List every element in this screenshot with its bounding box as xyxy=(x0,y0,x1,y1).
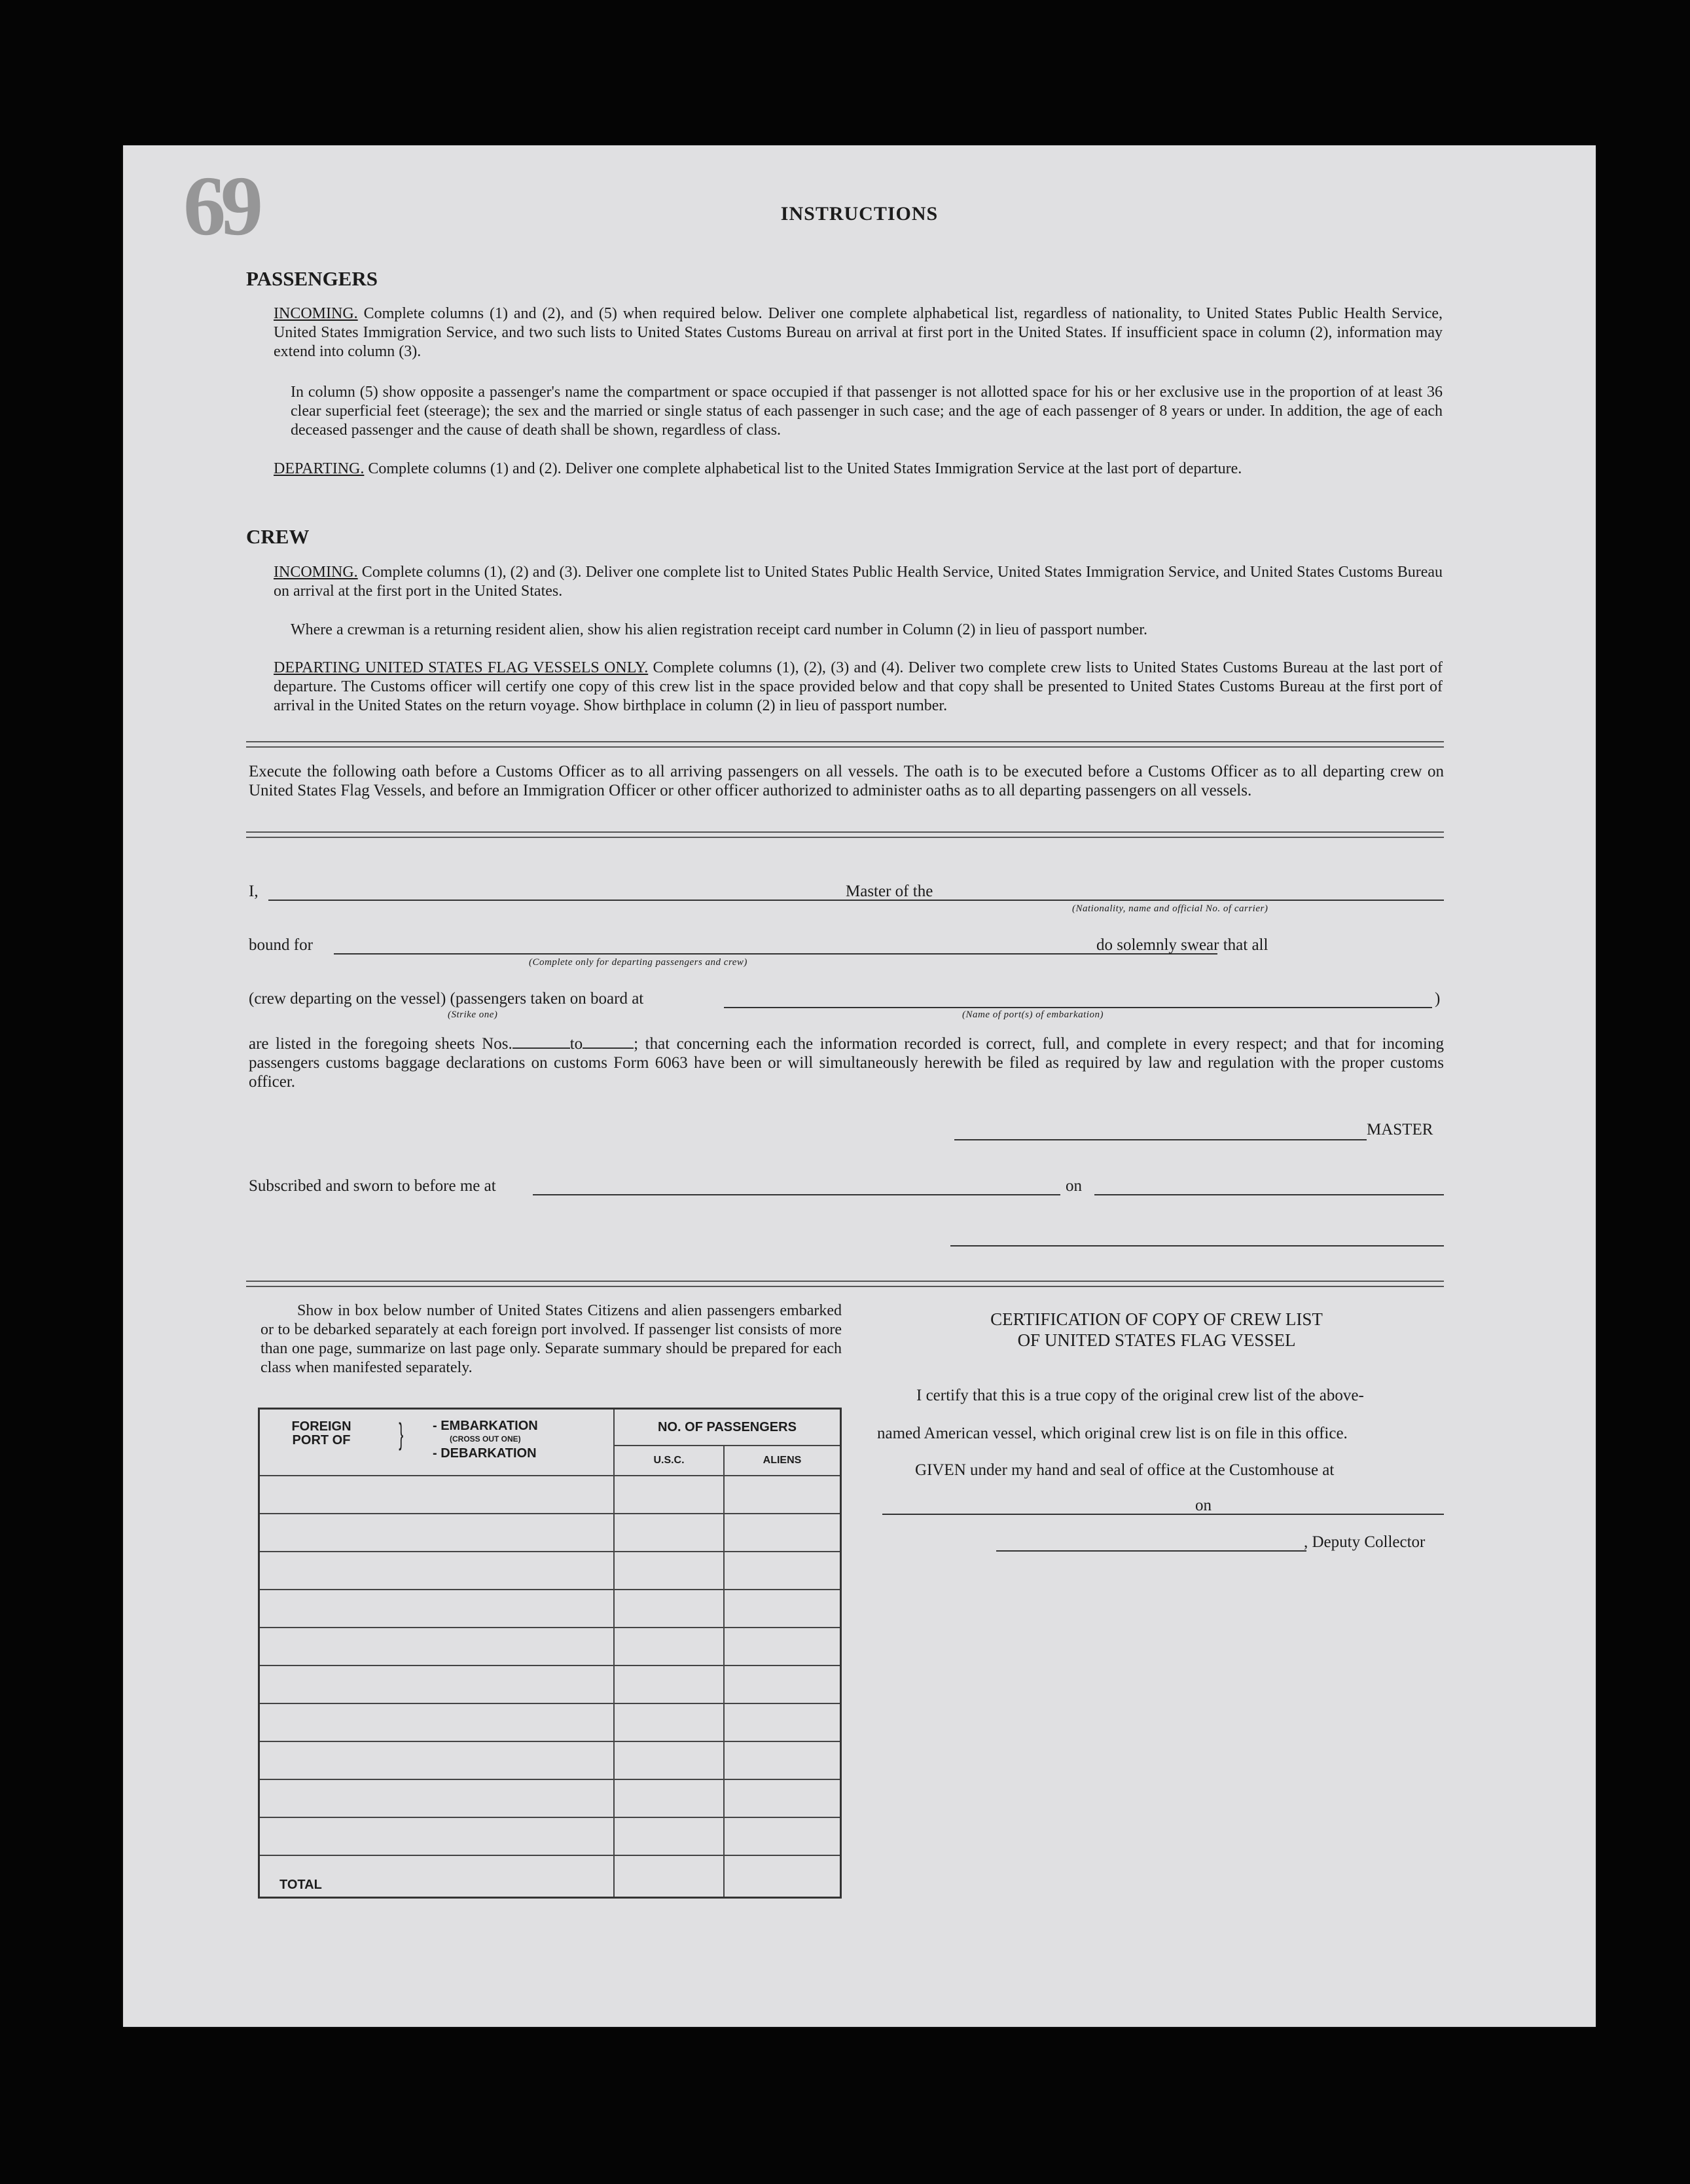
table-row[interactable] xyxy=(259,1703,841,1741)
passengers-incoming-text: Complete columns (1) and (2), and (5) when required below. Deliver one complete alphabetical list, regardless of nationality, to United States Public Health Service, United States Immigration Service, and two such lists to United States Customs Bureau on arrival at first port in the United States. If insufficient space in column (2), information may extend into column (3). xyxy=(274,305,1443,360)
oath-i-label: I, xyxy=(249,883,259,900)
table-row[interactable] xyxy=(259,1817,841,1855)
table-row[interactable] xyxy=(259,1552,841,1590)
certification-on-label: on xyxy=(1195,1497,1212,1514)
given-text: GIVEN under my hand and seal of office at the Customhouse at xyxy=(915,1461,1335,1479)
carrier-caption: (Nationality, name and official No. of carrier) xyxy=(1072,903,1268,914)
table-row[interactable] xyxy=(259,1514,841,1552)
brace-icon: } xyxy=(399,1417,404,1451)
aliens-header: ALIENS xyxy=(724,1446,841,1476)
subscribed-label: Subscribed and sworn to before me at xyxy=(249,1177,496,1195)
summary-instructions: Show in box below number of United States Citizens and alien passengers embarked or to be debarked separately at each foreign port involved. If passenger list consists of more than one page, summarize on last page only. Separate summary should be prepared for each class when manifested separately. xyxy=(261,1302,842,1376)
certify-line2: named American vessel, which original crew list is on file in this office. xyxy=(877,1425,1348,1442)
sheet-from-field[interactable] xyxy=(512,1047,570,1049)
passengers-departing-text: Complete columns (1) and (2). Deliver one complete alphabetical list to the United States Immigration Service at the last port of departure. xyxy=(368,460,1242,477)
deputy-collector-signature-field[interactable] xyxy=(996,1550,1306,1552)
sworn-place-field[interactable] xyxy=(533,1194,1060,1195)
deputy-collector-label: , Deputy Collector xyxy=(1304,1533,1426,1551)
passenger-summary-table xyxy=(258,1408,842,1899)
master-label: MASTER xyxy=(1367,1121,1433,1138)
crew-incoming xyxy=(274,563,1443,601)
listed-text: ; that concerning each the information recorded is correct, full, and complete in every respect; and that for incoming passengers customs baggage declarations on customs Form 6063 have been or will simultaneously herewith be filed as required by law and regulation with the proper customs officer. xyxy=(249,1035,1444,1091)
passengers-incoming-label: INCOMING. xyxy=(274,305,358,322)
usc-header: U.S.C. xyxy=(614,1446,724,1476)
crew-incoming-label: INCOMING. xyxy=(274,564,358,581)
foreign-port-of-label: FOREIGN PORT OF xyxy=(291,1419,351,1447)
officer-signature-field[interactable] xyxy=(950,1245,1444,1247)
no-of-passengers-header: NO. OF PASSENGERS xyxy=(614,1409,841,1446)
table-row[interactable] xyxy=(259,1476,841,1514)
listed-paragraph xyxy=(249,1034,1444,1091)
bound-for-label: bound for xyxy=(249,936,313,954)
cross-out-one-label: (CROSS OUT ONE) xyxy=(450,1434,521,1444)
embarkation-port-field[interactable] xyxy=(724,1007,1432,1008)
embarkation-caption: (Name of port(s) of embarkation) xyxy=(962,1010,1104,1020)
crew-departing-label: (crew departing on the vessel) (passengers taken on board at xyxy=(249,990,644,1008)
crew-incoming-text: Complete columns (1), (2) and (3). Deliver one complete list to United States Public Health Service, United States Immigration Service, and United States Customs Bureau on arrival at the first port in the United States. xyxy=(274,564,1443,600)
crew-departing-text: Complete columns (1), (2), (3) and (4). Deliver two complete crew lists to United States Customs Bureau at the last port of departure. The Customs officer will certify one copy of this crew list in the space provided below and that copy shall be presented to United States Customs Bureau at the first port of arrival in the United States on the return voyage. Show birthplace in column (2) in lieu of passport number. xyxy=(274,659,1443,714)
master-of-the-label: Master of the xyxy=(846,883,933,900)
section-divider xyxy=(246,741,1444,748)
to-word: to xyxy=(569,1035,583,1053)
crew-departing-label: DEPARTING UNITED STATES FLAG VESSELS ONLY. xyxy=(274,659,649,676)
departing-caption: (Complete only for departing passengers and crew) xyxy=(529,957,747,968)
form-page xyxy=(123,145,1596,2027)
carrier-field[interactable] xyxy=(948,900,1444,901)
oath-intro: Execute the following oath before a Customs Officer as to all arriving passengers on all vessels. The oath is to be executed before a Customs Officer as to all departing crew on United States Flag Vessels, and before an Immigration Officer or other officer authorized to administer oaths as to all departing passengers on all vessels. xyxy=(249,763,1444,799)
crew-departing xyxy=(274,659,1443,716)
customhouse-field[interactable] xyxy=(882,1514,1223,1515)
passengers-departing-label: DEPARTING. xyxy=(274,460,365,477)
table-row[interactable] xyxy=(259,1665,841,1703)
swear-text: do solemnly swear that all xyxy=(1096,936,1268,954)
master-signature-field[interactable] xyxy=(954,1139,1367,1140)
foreign-port-header xyxy=(259,1409,615,1476)
certification-title-line2: OF UNITED STATES FLAG VESSEL xyxy=(1017,1330,1296,1350)
crew-resident-text: Where a crewman is a returning resident alien, show his alien registration receipt card number in Column (2) in lieu of passport number. xyxy=(291,621,1147,638)
certification-date-field[interactable] xyxy=(1223,1514,1444,1515)
total-label: TOTAL xyxy=(259,1855,615,1898)
close-paren: ) xyxy=(1435,990,1441,1008)
oath-divider xyxy=(246,831,1444,838)
summary-divider xyxy=(246,1281,1444,1287)
strike-one-caption: (Strike one) xyxy=(448,1010,498,1020)
embarkation-label: - EMBARKATION xyxy=(433,1419,538,1433)
passengers-incoming xyxy=(274,304,1443,361)
table-row[interactable] xyxy=(259,1590,841,1628)
table-row[interactable] xyxy=(259,1779,841,1817)
crew-heading: CREW xyxy=(246,525,310,548)
sheet-to-field[interactable] xyxy=(583,1047,634,1049)
table-row[interactable] xyxy=(259,1628,841,1665)
page-number-stamp: 69 xyxy=(183,159,258,253)
destination-field[interactable] xyxy=(334,953,1217,955)
listed-prefix: are listed in the foregoing sheets Nos. xyxy=(249,1035,512,1053)
sworn-on-label: on xyxy=(1066,1177,1082,1195)
sworn-date-field[interactable] xyxy=(1094,1194,1444,1195)
page-title: INSTRUCTIONS xyxy=(780,203,939,225)
certify-line1: I certify that this is a true copy of the original crew list of the above- xyxy=(916,1387,1364,1404)
total-row[interactable] xyxy=(259,1855,841,1898)
passengers-heading: PASSENGERS xyxy=(246,267,378,290)
passengers-departing xyxy=(274,460,1443,479)
table-row[interactable] xyxy=(259,1741,841,1779)
debarkation-label: - DEBARKATION xyxy=(433,1446,537,1461)
passengers-column5-text: In column (5) show opposite a passenger's name the compartment or space occupied if that passenger is not allotted space for his or her exclusive use in the proportion of at least 36 clear superficial feet (steerage); the sex and the married or single status of each passenger in such case; and the age of each passenger of 8 years or under. In addition, the age of each deceased passenger and the cause of death shall be shown, regardless of class. xyxy=(291,384,1443,439)
certification-title-line1: CERTIFICATION OF COPY OF CREW LIST xyxy=(990,1309,1323,1329)
